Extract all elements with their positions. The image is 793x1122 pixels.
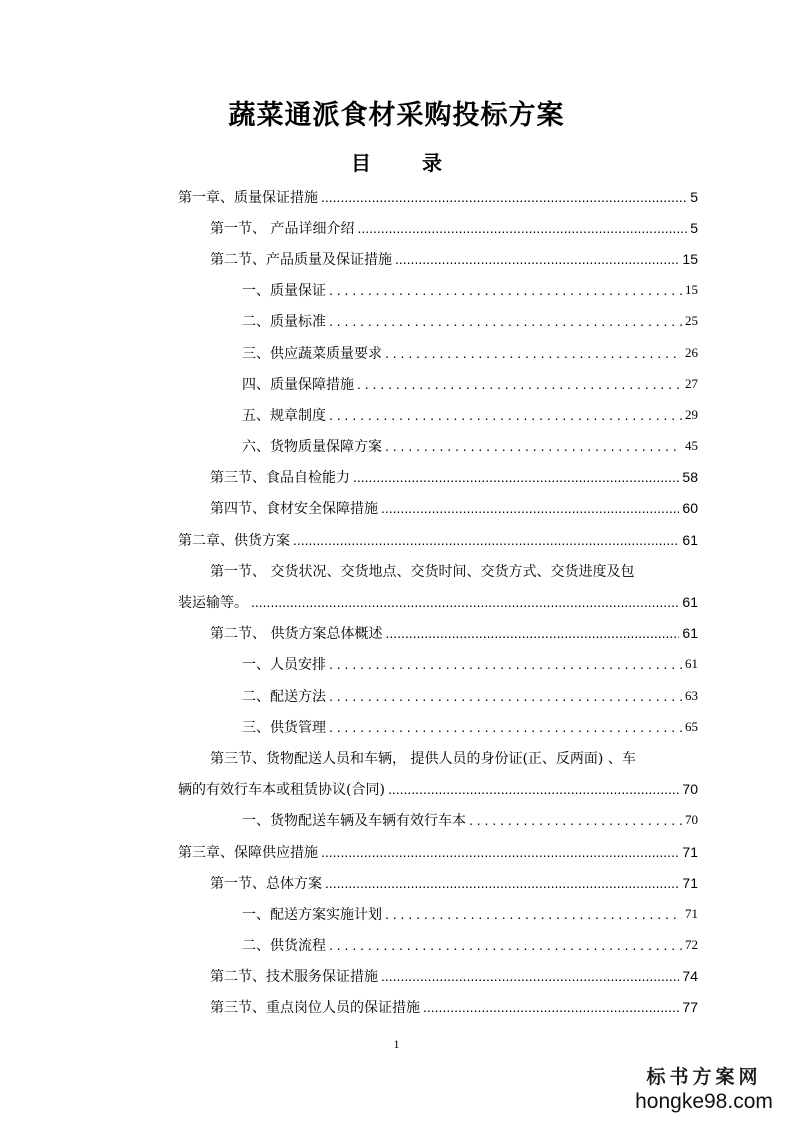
toc-dot-leader — [321, 844, 679, 860]
toc-entry-page: 63 — [685, 687, 698, 703]
toc-entry-text: 三、供应蔬菜质量要求 — [242, 345, 382, 362]
toc-dot-leader — [381, 500, 679, 516]
toc-entry-page: 71 — [685, 905, 698, 921]
toc-entry[interactable] — [178, 243, 698, 274]
toc-dot-leader — [293, 532, 679, 548]
toc-dot-leader — [329, 313, 682, 329]
toc-dot-leader — [329, 688, 682, 704]
toc-entry-page: 5 — [690, 219, 698, 236]
toc-dot-leader — [353, 469, 679, 485]
toc-entry[interactable] — [178, 586, 698, 617]
toc-entry-page: 61 — [682, 625, 698, 642]
toc-entry-page: 61 — [685, 656, 698, 672]
toc-entry-text: 第三节、重点岗位人员的保证措施 — [210, 1000, 420, 1017]
toc-entry-text: 一、配送方案实施计划 — [242, 906, 382, 923]
toc-entry[interactable] — [178, 431, 698, 462]
toc-entry-text: 第三章、保障供应措施 — [178, 844, 318, 861]
toc-entry[interactable] — [178, 711, 698, 742]
toc-dot-leader — [423, 999, 679, 1015]
toc-entry-page: 60 — [682, 500, 698, 517]
toc-entry-text: 四、质量保障措施 — [242, 376, 354, 393]
toc-dot-leader — [329, 656, 682, 672]
toc-entry[interactable] — [178, 898, 698, 929]
toc-dot-leader — [469, 812, 682, 828]
toc-entry[interactable] — [178, 774, 698, 805]
toc-entry[interactable] — [178, 462, 698, 493]
toc-entry-page: 15 — [685, 282, 698, 298]
toc-entry-text: 装运输等。 — [178, 595, 248, 612]
toc-heading: 目 录 — [351, 151, 464, 175]
toc-entry-text: 第二节、技术服务保证措施 — [210, 969, 378, 986]
toc-entry-page: 25 — [685, 313, 698, 329]
toc-dot-leader — [357, 220, 687, 236]
toc-entry[interactable] — [178, 493, 698, 524]
toc-entry-text: 第一节、总体方案 — [210, 875, 322, 892]
toc-entry[interactable] — [178, 337, 698, 368]
toc-entry-page: 77 — [682, 999, 698, 1016]
toc-entry[interactable] — [178, 742, 698, 773]
toc-entry[interactable] — [178, 805, 698, 836]
toc-dot-leader — [385, 345, 682, 361]
toc-entry[interactable] — [178, 181, 698, 212]
toc-entry-text: 第三节、货物配送人员和车辆， 提供人员的身份证(正、反两面) 、车 — [210, 750, 636, 767]
toc-entry-text: 二、质量标准 — [242, 314, 326, 331]
page-number: 1 — [393, 1037, 400, 1051]
toc-entry-page: 74 — [682, 968, 698, 985]
toc-entry-text: 三、供货管理 — [242, 719, 326, 736]
toc-entry-page: 70 — [682, 781, 698, 798]
toc-entry-text: 辆的有效行车本或租赁协议(合同) — [178, 782, 385, 799]
toc-entry-page: 71 — [682, 874, 698, 891]
toc-entry-text: 第二节、 供货方案总体概述 — [210, 626, 383, 643]
toc-entry-page: 65 — [685, 718, 698, 734]
toc-entry-text: 二、供货流程 — [242, 938, 326, 955]
toc-entry-page: 29 — [685, 406, 698, 422]
toc-dot-leader — [329, 937, 682, 953]
toc-entry[interactable] — [178, 930, 698, 961]
toc-entry-page: 45 — [685, 438, 698, 454]
toc-entry-page: 5 — [690, 188, 698, 205]
toc-entry-page: 72 — [685, 937, 698, 953]
toc-entry-text: 六、货物质量保障方案 — [242, 439, 382, 456]
toc-entry[interactable] — [178, 555, 698, 586]
toc-entry[interactable] — [178, 399, 698, 430]
watermark-site-url: hongke98.com — [635, 1090, 773, 1113]
toc-entry-text: 第二章、供货方案 — [178, 532, 290, 549]
toc-entry[interactable] — [178, 368, 698, 399]
toc-entry-text: 第四节、食材安全保障措施 — [210, 501, 378, 518]
toc-dot-leader — [329, 407, 682, 423]
toc-entry-text: 二、配送方法 — [242, 688, 326, 705]
toc-entry[interactable] — [178, 867, 698, 898]
toc-entry-text: 第一节、 产品详细介绍 — [210, 220, 355, 237]
toc-dot-leader — [251, 594, 679, 610]
toc-dot-leader — [388, 781, 679, 797]
toc-entry[interactable] — [178, 680, 698, 711]
toc-entry-page: 61 — [682, 531, 698, 548]
toc-entry-page: 15 — [682, 250, 698, 267]
toc-dot-leader — [329, 282, 682, 298]
toc-dot-leader — [385, 906, 682, 922]
toc-entry-page: 27 — [685, 375, 698, 391]
toc-entry-text: 五、规章制度 — [242, 407, 326, 424]
toc-entry-text: 第一章、质量保证措施 — [178, 189, 318, 206]
toc-entry[interactable] — [178, 306, 698, 337]
toc-dot-leader — [357, 376, 682, 392]
toc-entry[interactable] — [178, 992, 698, 1023]
toc-entry[interactable] — [178, 618, 698, 649]
toc-dot-leader — [329, 719, 682, 735]
toc-entry-text: 一、货物配送车辆及车辆有效行车本 — [242, 813, 466, 830]
toc-dot-leader — [385, 438, 682, 454]
toc-entry-text: 一、质量保证 — [242, 283, 326, 300]
watermark-site-name: 标书方案网 — [646, 1066, 762, 1088]
toc-dot-leader — [395, 251, 679, 267]
toc-entry[interactable] — [178, 836, 698, 867]
site-watermark-logo — [629, 1068, 779, 1112]
toc-entry-text: 第一节、 交货状况、交货地点、交货时间、交货方式、交货进度及包 — [210, 563, 635, 580]
toc-entry-page: 70 — [685, 812, 698, 828]
toc-entry-page: 71 — [682, 843, 698, 860]
table-of-contents — [178, 181, 698, 1023]
toc-entry-text: 第三节、食品自检能力 — [210, 470, 350, 487]
toc-dot-leader — [321, 189, 687, 205]
toc-entry-page: 61 — [682, 594, 698, 611]
toc-dot-leader — [381, 968, 679, 984]
toc-entry-page: 58 — [682, 469, 698, 486]
toc-entry-page: 26 — [685, 344, 698, 360]
toc-entry[interactable] — [178, 961, 698, 992]
toc-entry-text: 第二节、产品质量及保证措施 — [210, 251, 392, 268]
toc-entry[interactable] — [178, 212, 698, 243]
toc-entry[interactable] — [178, 649, 698, 680]
toc-entry[interactable] — [178, 275, 698, 306]
toc-entry[interactable] — [178, 524, 698, 555]
document-title: 蔬菜通派食材采购投标方案 — [228, 100, 565, 131]
toc-dot-leader — [325, 875, 679, 891]
toc-entry-text: 一、人员安排 — [242, 657, 326, 674]
toc-dot-leader — [385, 625, 679, 641]
